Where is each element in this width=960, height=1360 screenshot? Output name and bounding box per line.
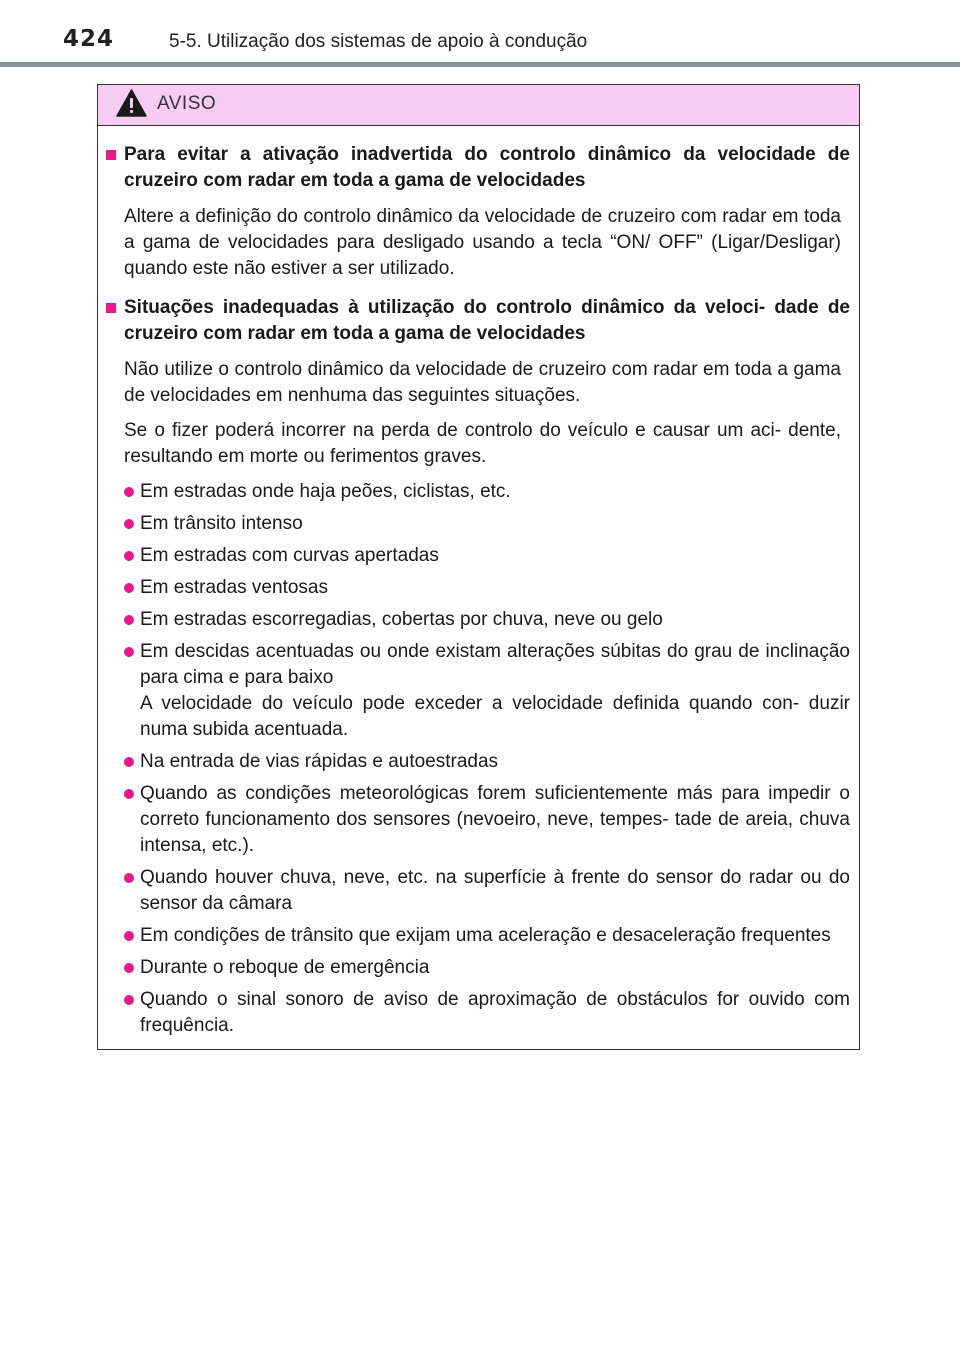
circle-bullet-icon [124, 519, 134, 529]
circle-bullet-icon [124, 873, 134, 883]
warning-title: AVISO [157, 93, 217, 114]
list-item: Em trânsito intenso [124, 511, 850, 537]
list-item: Em condições de trânsito que exijam uma aceleração e desaceleração frequentes [124, 923, 850, 949]
paragraph: Não utilize o controlo dinâmico da velocidade de cruzeiro com radar em toda a gama de velocidades em nenhuma das seguintes situações. [124, 359, 841, 406]
list-item: Quando o sinal sonoro de aviso de aproximação de obstáculos for ouvido com frequência. [124, 987, 850, 1039]
list-item: Quando as condições meteorológicas forem suficientemente más para impedir o correto funcionamento dos sensores (nevoeiro, neve, tempes- tade de areia, chuva intensa, etc.). [124, 781, 850, 859]
list-item: Em estradas onde haja peões, ciclistas, etc. [124, 479, 850, 505]
list-item: Em estradas ventosas [124, 575, 850, 601]
list-item: Na entrada de vias rápidas e autoestradas [124, 749, 850, 775]
list-item: Em estradas escorregadias, cobertas por chuva, neve ou gelo [124, 607, 850, 633]
circle-bullet-icon [124, 931, 134, 941]
page-header [0, 0, 960, 70]
square-bullet-icon [106, 303, 116, 313]
bullet-note: A velocidade do veículo pode exceder a velocidade definida quando con- duzir numa subida acentuada. [140, 693, 850, 740]
circle-bullet-icon [124, 615, 134, 625]
list-item: Durante o reboque de emergência [124, 955, 850, 981]
list-item: Em descidas acentuadas ou onde existam alterações súbitas do grau de inclinação para cima e para baixo A velocidade do veículo pode exceder a velocidade definida quando con- duzir numa subida acentuada. [124, 639, 850, 743]
circle-bullet-icon [124, 789, 134, 799]
warning-body [98, 126, 859, 1039]
header-divider [0, 62, 960, 67]
circle-bullet-icon [124, 995, 134, 1005]
warning-triangle-icon [116, 89, 147, 117]
circle-bullet-icon [124, 487, 134, 497]
circle-bullet-icon [124, 963, 134, 973]
list-item: Em estradas com curvas apertadas [124, 543, 850, 569]
circle-bullet-icon [124, 757, 134, 767]
section-title: 5-5. Utilização dos sistemas de apoio à condução [169, 31, 588, 52]
circle-bullet-icon [124, 583, 134, 593]
warning-header [98, 85, 859, 126]
section-heading: Para evitar a ativação inadvertida do controlo dinâmico da velocidade de cruzeiro com radar em toda a gama de velocidades [106, 142, 850, 194]
square-bullet-icon [106, 150, 116, 160]
list-item: Quando houver chuva, neve, etc. na superfície à frente do sensor do radar ou do sensor da câmara [124, 865, 850, 917]
circle-bullet-icon [124, 551, 134, 561]
section-heading: Situações inadequadas à utilização do controlo dinâmico da veloci- dade de cruzeiro com radar em toda a gama de velocidades [106, 295, 850, 347]
paragraph: Altere a definição do controlo dinâmico da velocidade de cruzeiro com radar em toda a gama de velocidades para desligado usando a tecla “ON/ OFF” (Ligar/Desligar) quando este não estiver a ser utilizado. [124, 206, 841, 279]
page-number: 424 [63, 26, 115, 52]
warning-box [97, 84, 860, 1050]
circle-bullet-icon [124, 647, 134, 657]
paragraph: Se o fizer poderá incorrer na perda de controlo do veículo e causar um aci- dente, resultando em morte ou ferimentos graves. [124, 420, 841, 467]
